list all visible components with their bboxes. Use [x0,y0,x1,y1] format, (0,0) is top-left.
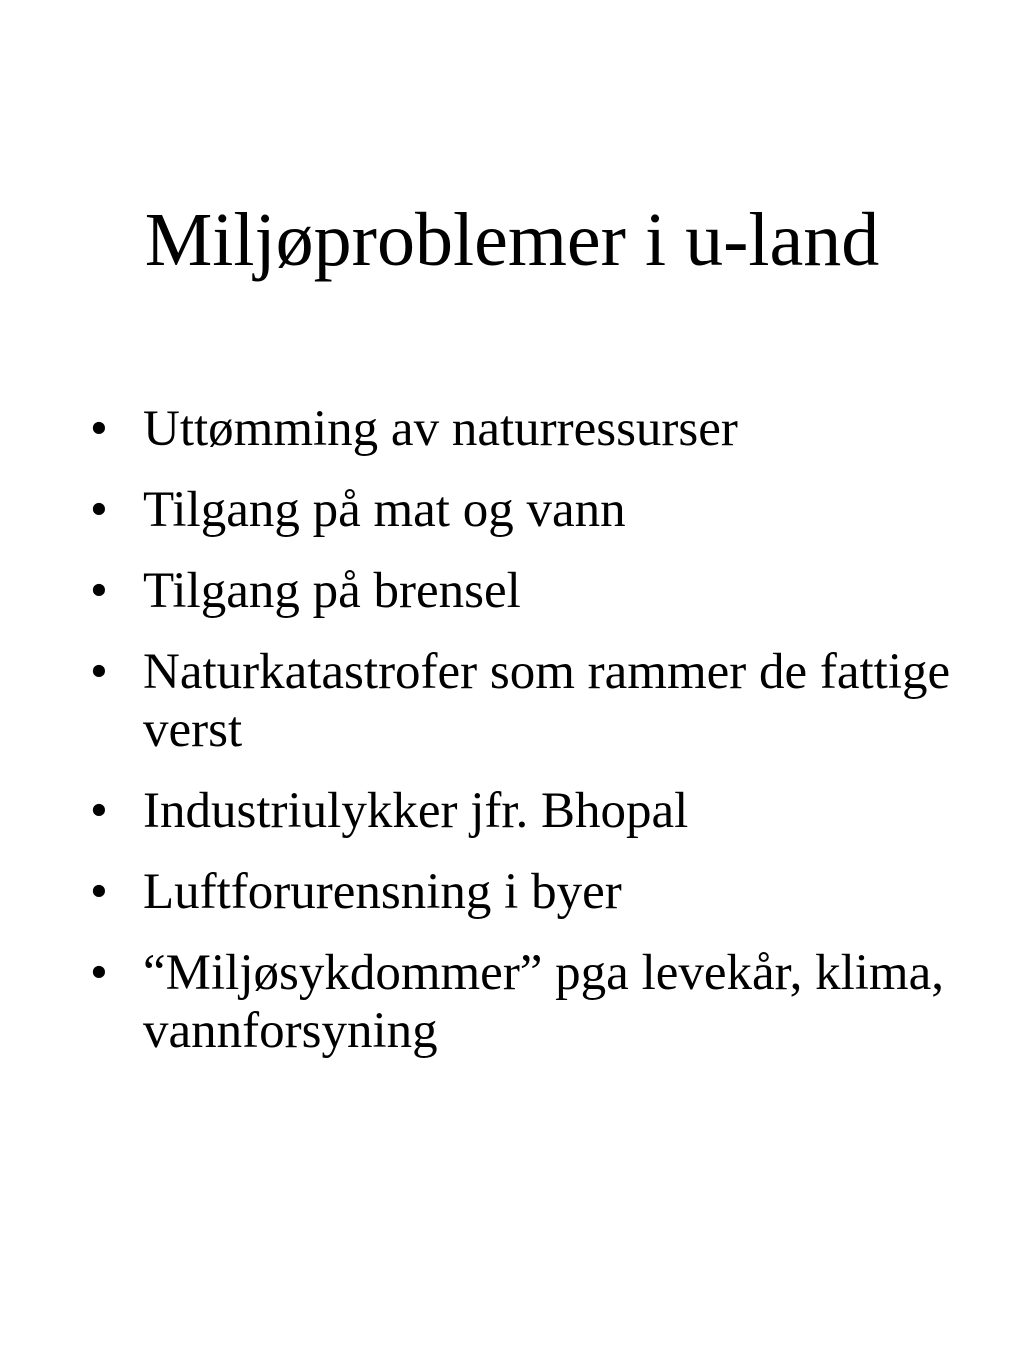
bullet-text: Uttømming av naturressurser [143,401,738,457]
bullet-icon: • [90,401,108,457]
bullet-item [90,782,970,840]
bullet-item [90,643,970,759]
bullet-icon: • [90,644,108,700]
bullet-item [90,562,970,620]
bullet-icon: • [90,945,108,1001]
bullet-icon: • [90,563,108,619]
bullet-text: Tilgang på mat og vann [143,482,626,538]
bullet-icon: • [90,864,108,920]
bullet-text: Naturkatastrofer som rammer de fattige verst [143,644,951,758]
bullet-text: Tilgang på brensel [143,563,521,619]
bullet-icon: • [90,783,108,839]
bullet-icon: • [90,482,108,538]
bullet-text: Industriulykker jfr. Bhopal [143,783,689,839]
bullet-item [90,863,970,921]
bullet-text: “Miljøsykdommer” pga levekår, klima, vannforsyning [143,945,944,1059]
slide-title: Miljøproblemer i u-land [144,198,880,282]
bullet-text: Luftforurensning i byer [143,864,622,920]
bullet-list [90,400,970,1083]
bullet-item [90,944,970,1060]
bullet-item [90,481,970,539]
bullet-item [90,400,970,458]
